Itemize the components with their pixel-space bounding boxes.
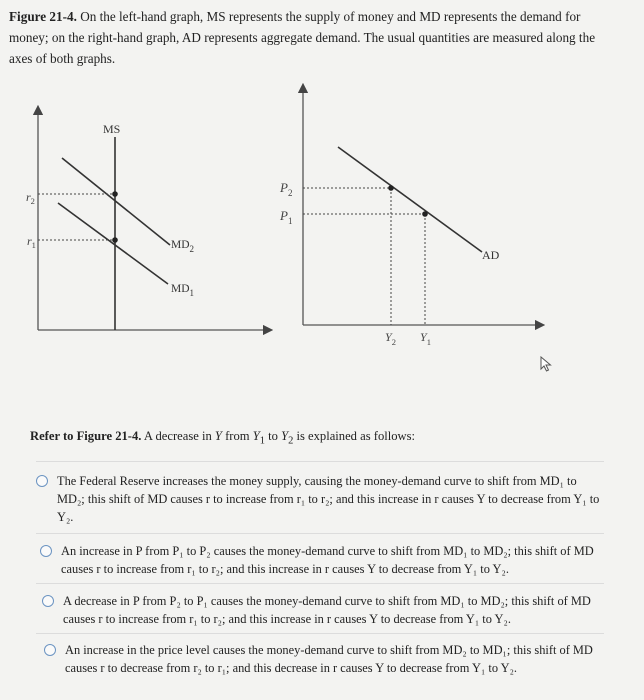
question-sub: 1 — [259, 435, 265, 447]
figure-caption-lead: Figure 21-4. — [9, 9, 77, 24]
figure-caption-body: On the left-hand graph, MS represents the supply of money and MD represents the demand for money; on the right-hand graph, AD represents aggregate demand. The usual quantities are measured along the axes of both graphs. — [9, 9, 596, 66]
question-part: is explained as follows: — [293, 429, 416, 443]
ms-label: MS — [103, 122, 121, 136]
left-graph — [26, 110, 268, 330]
md1-curve — [58, 203, 168, 284]
md1-label: $MD_1$ — [171, 283, 195, 298]
figure-caption — [9, 6, 609, 69]
answer-option-1[interactable] — [36, 472, 602, 526]
p2-label: $P_2$ — [280, 180, 293, 198]
p1-label: $P_1$ — [280, 208, 293, 226]
y1-label: $Y_1$ — [420, 330, 431, 347]
radio-option-3[interactable] — [42, 595, 54, 607]
question-part: from — [221, 429, 253, 443]
equilibrium-point-r1 — [112, 237, 118, 243]
answer-option-3[interactable] — [42, 592, 598, 628]
ad-curve — [338, 147, 482, 252]
radio-option-1[interactable] — [36, 475, 48, 487]
ad-point-p1 — [422, 211, 428, 217]
question-var: Y — [252, 429, 260, 443]
mouse-pointer-icon — [540, 356, 554, 372]
question-part: A decrease in — [143, 429, 215, 443]
y2-label: $Y_2$ — [385, 330, 396, 347]
option-divider — [36, 533, 604, 534]
option-divider — [36, 583, 604, 584]
option-2-text: An increase in P from P₁ to P₂ causes the money-demand curve to shift from MD₁ to MD₂; this shift of MD causes r to increase from r₁ to r₂; and this increase in r causes Y to decrease from Y₁ to Y₂. — [61, 544, 594, 576]
md2-label: $MD_2$ — [171, 239, 195, 254]
option-3-text: A decrease in P from P₂ to P₁ causes the money-demand curve to shift from MD₁ to MD₂; this shift of MD causes r to increase from r₁ to r₂; and this increase in r causes Y to decrease from Y₁ to Y₂. — [63, 594, 591, 626]
question-ref: Refer to Figure 21-4. — [30, 429, 142, 443]
option-1-text: The Federal Reserve increases the money supply, causing the money-demand curve to shift from MD₁ to MD₂; this shift of MD causes r to increase from r₁ to r₂; and this increase in r causes Y to decrease from Y₁ to Y₂. — [57, 474, 600, 524]
ad-point-p2 — [388, 185, 394, 191]
md2-curve — [62, 158, 170, 245]
ad-label: AD — [482, 248, 500, 262]
answer-option-2[interactable] — [40, 542, 600, 578]
option-divider — [36, 461, 604, 462]
radio-option-2[interactable] — [40, 545, 52, 557]
question-text — [30, 429, 415, 447]
figure-graphs — [0, 80, 644, 370]
question-var: Y — [214, 429, 222, 443]
r2-label: $r_2$ — [26, 190, 35, 206]
right-graph — [279, 88, 540, 347]
question-part: to — [264, 429, 282, 443]
equilibrium-point-r2 — [112, 191, 118, 197]
r1-label: $r_1$ — [27, 234, 36, 250]
answer-option-4[interactable] — [44, 641, 598, 677]
option-4-text: An increase in the price level causes the money-demand curve to shift from MD₂ to MD₁; this shift of MD causes r to decrease from r₂ to r₁; and this decrease in r causes Y to decrease from Y₁ to Y₂. — [65, 643, 593, 675]
option-divider — [36, 633, 604, 634]
question-sub: 2 — [288, 435, 294, 447]
radio-option-4[interactable] — [44, 644, 56, 656]
question-var: Y — [281, 429, 289, 443]
